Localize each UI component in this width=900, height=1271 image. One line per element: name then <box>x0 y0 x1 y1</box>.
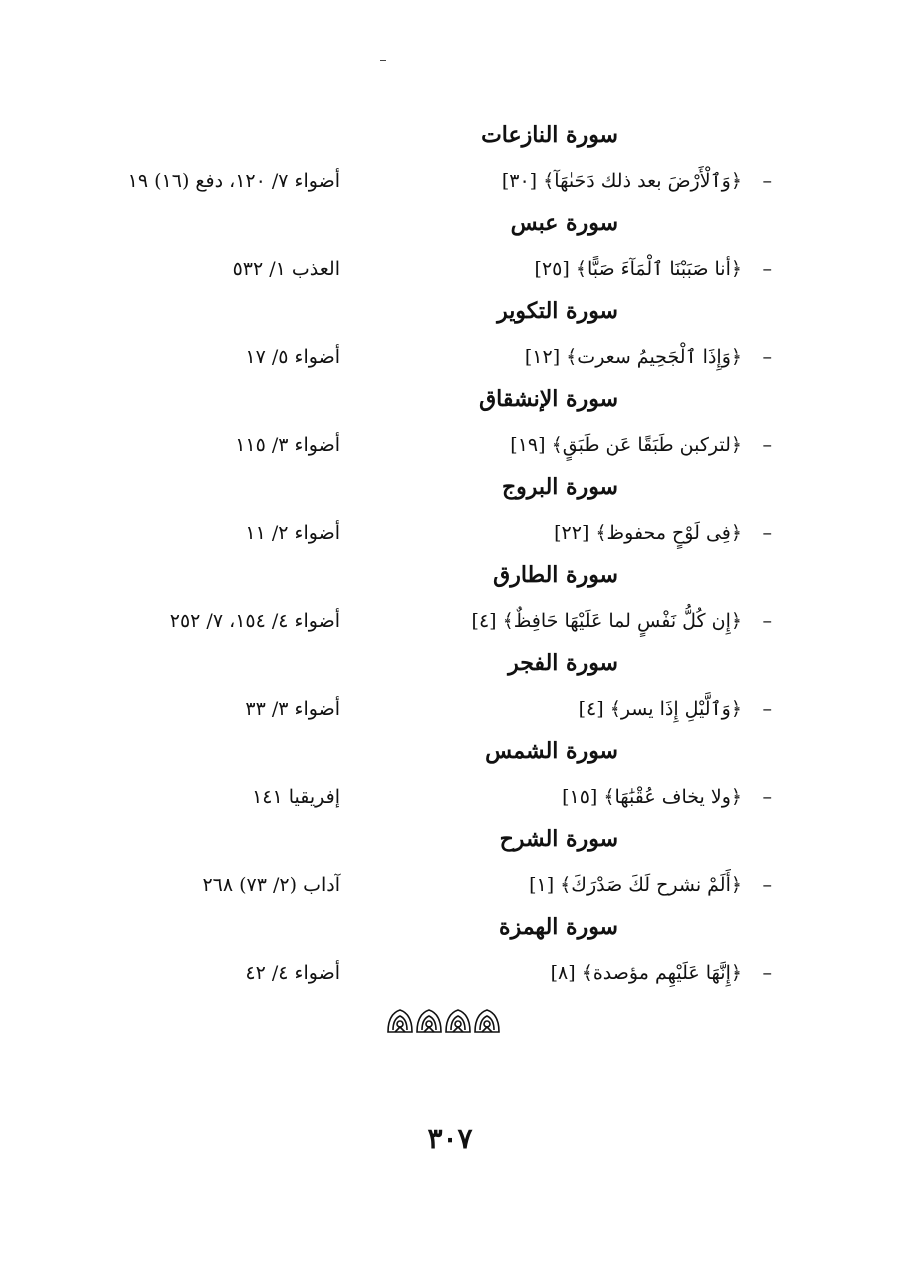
entry-dash: – <box>762 698 772 720</box>
verse-text <box>579 698 742 720</box>
surah-heading: سورة الفجر <box>508 650 618 676</box>
verse-text <box>510 434 742 456</box>
verse-text <box>502 170 742 192</box>
entry-row <box>0 962 900 992</box>
verse-number: [١٩] <box>510 434 546 456</box>
verse-number: [٤] <box>578 698 604 720</box>
reference: أضواء ٣/ ١١٥ <box>235 434 340 456</box>
entry-row <box>0 434 900 464</box>
verse-quote: ﴿إِنَّهَا عَلَيْهِم مؤصدة﴾ <box>581 962 742 984</box>
reference: أضواء ٣/ ٣٣ <box>245 698 340 720</box>
verse-number: [٤] <box>471 610 497 632</box>
reference: آداب (٢/ ٧٣) ٢٦٨ <box>202 874 340 896</box>
verse-quote: ﴿وَإِذَا ٱلْجَحِيمُ سعرت﴾ <box>566 346 742 368</box>
floral-ornament-icon <box>385 1006 505 1036</box>
entry-dash: – <box>762 962 772 984</box>
surah-heading: سورة النازعات <box>481 122 618 148</box>
entry-row <box>0 610 900 640</box>
reference: إفريقيا ١٤١ <box>252 786 340 808</box>
verse-text <box>525 346 742 368</box>
verse-text <box>554 522 742 544</box>
verse-number: [٣٠] <box>501 170 538 192</box>
surah-heading: سورة عبس <box>510 210 618 236</box>
entry-dash: – <box>762 434 772 456</box>
reference: أضواء ٧/ ١٢٠، دفع (١٦) ١٩ <box>127 170 340 192</box>
verse-quote: ﴿وَٱلَّيْلِ إِذَا يسر﴾ <box>609 698 742 720</box>
verse-text <box>551 962 742 984</box>
verse-number: [٨] <box>550 962 576 984</box>
reference: أضواء ٥/ ١٧ <box>245 346 340 368</box>
entry-dash: – <box>762 258 772 280</box>
verse-quote: ﴿وَٱلْأَرْضَ بعد ذلك دَحَىٰهَآ﴾ <box>543 170 742 192</box>
verse-number: [١٢] <box>524 346 561 368</box>
entry-dash: – <box>762 610 772 632</box>
surah-heading: سورة الطارق <box>493 562 618 588</box>
reference: أضواء ٢/ ١١ <box>245 522 340 544</box>
entry-row <box>0 522 900 552</box>
reference: أضواء ٤/ ٤٢ <box>245 962 340 984</box>
entry-row <box>0 346 900 376</box>
surah-heading: سورة البروج <box>501 474 618 500</box>
reference: أضواء ٤/ ١٥٤، ٧/ ٢٥٢ <box>169 610 340 632</box>
verse-quote: ﴿لتركبن طَبَقًا عَن طَبَقٍ﴾ <box>551 434 742 456</box>
entry-row <box>0 170 900 200</box>
entry-row <box>0 258 900 288</box>
entry-dash: – <box>762 874 772 896</box>
verse-number: [٢٥] <box>534 258 570 280</box>
page-number: ٣٠٧ <box>427 1122 473 1155</box>
surah-heading: سورة الهمزة <box>499 914 618 940</box>
entry-dash: – <box>762 786 772 808</box>
verse-text <box>535 258 742 280</box>
entry-row <box>0 786 900 816</box>
verse-text <box>529 874 742 896</box>
verse-number: [١٥] <box>562 786 598 808</box>
verse-number: [١] <box>529 874 555 896</box>
surah-heading: سورة الإنشقاق <box>479 386 618 412</box>
verse-quote: ﴿فِى لَوْحٍ محفوظ﴾ <box>595 522 742 544</box>
entry-dash: – <box>762 170 772 192</box>
entry-dash: – <box>762 522 772 544</box>
verse-quote: ﴿ولا يخاف عُقْبَٰهَا﴾ <box>603 786 742 808</box>
verse-text <box>562 786 742 808</box>
entry-dash: – <box>762 346 772 368</box>
surah-heading: سورة الشرح <box>499 826 618 852</box>
verse-quote: ﴿إِن كُلُّ نَفْسٍ لما عَلَيْهَا حَافِظٌ﴾ <box>502 610 742 632</box>
verse-quote: ﴿أَلَمْ نشرح لَكَ صَدْرَكَ﴾ <box>560 874 742 896</box>
reference: العذب ١/ ٥٣٢ <box>232 258 340 280</box>
entry-row <box>0 698 900 728</box>
verse-quote: ﴿أنا صَبَبْنَا ٱلْمَآءَ صَبًّا﴾ <box>575 258 742 280</box>
surah-heading: سورة الشمس <box>485 738 618 764</box>
verse-text <box>472 610 742 632</box>
entry-row <box>0 874 900 904</box>
verse-number: [٢٢] <box>554 522 590 544</box>
surah-heading: سورة التكوير <box>497 298 618 324</box>
